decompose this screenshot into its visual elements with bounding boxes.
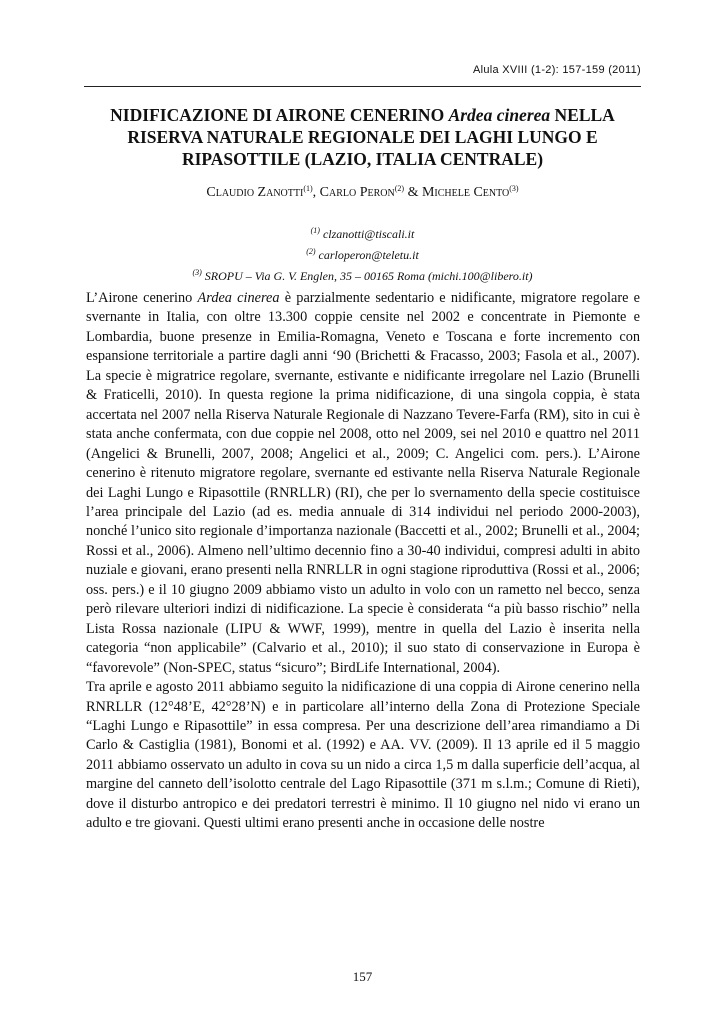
- body-paragraph: [86, 678, 640, 834]
- journal-header: Alula XVIII (1-2): 157-159 (2011): [472, 64, 641, 76]
- title-species: Ardea cinerea: [448, 105, 551, 125]
- paragraph-text: è parzialmente sedentario e nidificante, migratore regolare e svernante in Italia, con oltre 13.300 coppie censite nel 2002 e concentrate in Piemonte e Lombardia, buone presenze in Emilia-Romagna, Veneto e Toscana e forte incremento con espansione territoriale a partire dagli anni ‘90 (Brichetti & Fracasso, 2003; Fasola et al., 2007). La specie è migratrice regolare, svernante, estivante e nidificante irregolare nel Lazio (Brunelli & Fraticelli, 2010). In questa regione la prima nidificazione, di una singola coppia, è stata accertata nel 2007 nella Riserva Naturale Regionale di Nazzano Tevere-Farfa (RM), sito in cui è stata anche confermata, con due coppie nel 2008, otto nel 2009, sei nel 2010 e quattro nel 2011 (Angelici & Brunelli, 2007, 2008; Angelici et al., 2009; C. Angelici com. pers.). L’Airone cenerino è ritenuto migratore regolare, svernante ed estivante nella Riserva Naturale Regionale dei Laghi Lungo e Ripasottile (RNRLLR) (RI), che per lo svernamento della specie costituisce l’area principale del Lazio (ad es. media annuale di 314 individui nel periodo 2000-2003), nonché l’unico sito regionale d’importanza nazionale (Baccetti et al., 2002; Brunelli et al., 2004; Rossi et al., 2006). Almeno nell’ultimo decennio fino a 30-40 individui, compresi adulti in abito nuziale e giovani, erano presenti nella RNRLLR in ogni stagione riproduttiva (Rossi et al., 2006; oss. pers.) e il 10 giugno 2009 abbiamo visto un adulto in volo con un rametto nel becco, senza però rilevare ulteriori indizi di nidificazione. La specie è considerata “a più basso rischio” nella Lista Rossa nazionale (LIPU & WWF, 1999), mentre in quella del Lazio è inserita nella categoria “non applicabile” (Calvario et al., 2010); il suo stato di conservazione in Europa è “favorevole” (Non-SPEC, status “sicuro”; BirdLife International, 2004).: [86, 290, 640, 676]
- author-separator: &: [404, 185, 422, 200]
- body-paragraph: [86, 289, 640, 678]
- affiliation-ref: (3): [192, 268, 202, 277]
- affiliation-text: carloperon@teletu.it: [318, 248, 419, 262]
- affiliation-line: [84, 222, 641, 243]
- author-ref: (3): [509, 184, 519, 193]
- affiliation-line: [84, 264, 641, 285]
- author-ref: (1): [303, 184, 313, 193]
- header-rule: [84, 86, 641, 87]
- affiliation-ref: (1): [310, 226, 320, 235]
- title-part1: NIDIFICAZIONE DI AIRONE CENERINO: [110, 105, 449, 125]
- page-number: 157: [352, 969, 373, 984]
- affiliation-text: clzanotti@tiscali.it: [322, 227, 415, 241]
- title-part2: NELLA RISERVA NATURALE REGIONALE DEI LAGHI LUNGO E RIPASOTTILE (LAZIO, ITALIA CENTRALE): [127, 105, 615, 169]
- affiliation-text: SROPU – Via G. V. Englen, 35 – 00165 Roma (michi.100@libero.it): [204, 269, 533, 283]
- article-body: [86, 289, 640, 834]
- paragraph-text: L’Airone cenerino: [86, 290, 198, 306]
- affiliation-ref: (2): [306, 247, 316, 256]
- article-title: [84, 104, 641, 170]
- paragraph-text: Tra aprile e agosto 2011 abbiamo seguito la nidificazione di una coppia di Airone cenerino nella RNRLLR (12°48’E, 42°28’N) e in particolare all’interno della Zona di Protezione Speciale “Laghi Lungo e Ripasottile” in essa compresa. Per una descrizione dell’area rimandiamo a Di Carlo & Castiglia (1981), Bonomi et al. (1992) e AA. VV. (2009). Il 13 aprile ed il 5 maggio 2011 abbiamo osservato un adulto in cova su un nido a circa 1,5 m dalla superficie dell’acqua, al margine del canneto dell’isolotto centrale del Lago Ripasottile (371 m s.l.m.; Comune di Rieti), dove il disturbo antropico e dei predatori terrestri è minimo. Il 10 giugno nel nido vi erano un adulto e tre giovani. Questi ultimi erano presenti anche in occasione delle nostre: [86, 679, 640, 832]
- author-name: Carlo Peron: [319, 185, 395, 200]
- author-line: [84, 184, 641, 201]
- affiliation-line: [84, 243, 641, 264]
- affiliations: [84, 222, 641, 285]
- author-name: Claudio Zanotti: [206, 185, 304, 200]
- author-ref: (2): [394, 184, 405, 193]
- author-name: Michele Cento: [421, 185, 510, 200]
- author-separator: ,: [312, 185, 320, 200]
- paragraph-species: Ardea cinerea: [197, 290, 280, 306]
